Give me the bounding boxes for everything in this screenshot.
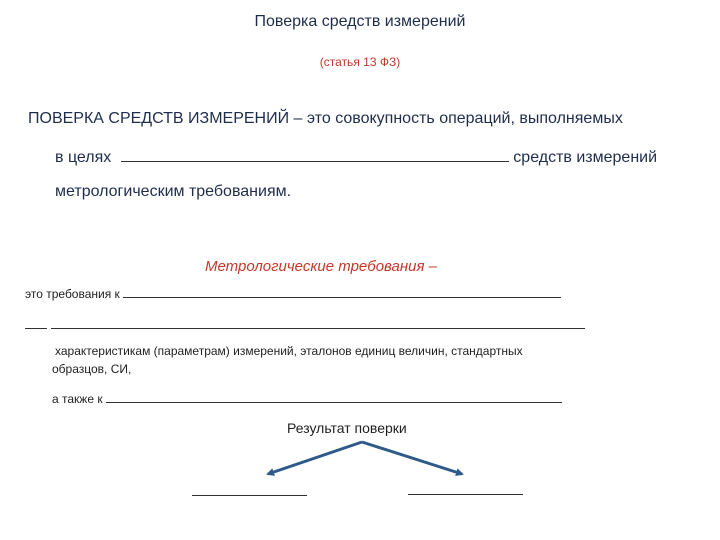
characteristics-line-1: характеристикам (параметрам) измерений, эталонов единиц величин, стандартных [55,344,523,358]
also-prefix: а также к [52,392,103,406]
result-label: Результат поверки [287,420,407,436]
arrow-left [268,442,362,474]
definition-term: ПОВЕРКА СРЕДСТВ ИЗМЕРЕНИЙ [28,110,290,127]
goal-suffix: средств измерений [513,149,658,166]
result-answer-left-blank[interactable] [192,495,307,496]
requirements-prefix: это требования к [25,287,120,301]
definition-line-3: метрологическим требованиям. [55,183,292,200]
result-answer-right-blank[interactable] [408,494,523,495]
requirements-heading: Метрологические требования – [205,258,438,275]
goal-prefix: в целях [55,149,112,166]
definition-rest: – это совокупность операций, выполняемых [289,110,623,127]
arrow-right [362,442,462,474]
characteristics-line-2: образцов, СИ, [52,362,132,376]
page-title: Поверка средств измерений [254,13,466,30]
subtitle: (статья 13 ФЗ) [319,55,401,69]
